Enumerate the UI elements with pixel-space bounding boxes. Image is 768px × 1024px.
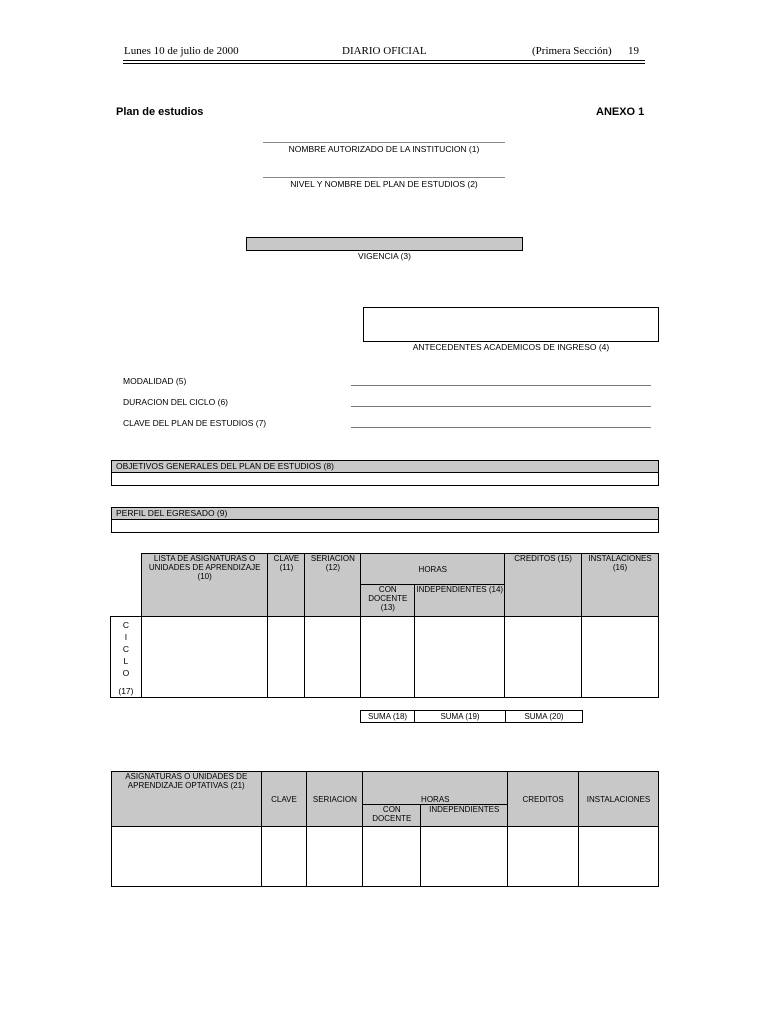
table-cell [421, 827, 508, 887]
annex-label: ANEXO 1 [596, 106, 645, 118]
col-seriation: SERIACION (12) [305, 554, 361, 617]
cycle-letter: C [122, 620, 129, 630]
table-cell [307, 827, 363, 887]
cycle-letter: C [122, 644, 129, 654]
table-cell [261, 827, 307, 887]
sum-credits: SUMA (20) [505, 710, 583, 723]
document-title: Plan de estudios [116, 106, 204, 118]
plan-key-label: CLAVE DEL PLAN DE ESTUDIOS (7) [123, 418, 267, 428]
subjects-table [110, 553, 659, 698]
plan-name-line [263, 177, 505, 178]
col-hours: HORAS [361, 554, 505, 585]
institution-line [263, 142, 505, 143]
profile-label: PERFIL DEL EGRESADO (9) [116, 508, 228, 518]
col-subjects: LISTA DE ASIGNATURAS O UNIDADES DE APRENDIZAJE (10) [141, 554, 268, 617]
institution-caption: NOMBRE AUTORIZADO DE LA INSTITUCION (1) [288, 144, 480, 154]
cycle-number: (17) [118, 686, 134, 696]
sum-independent: SUMA (19) [414, 710, 506, 723]
objectives-field [111, 472, 659, 486]
duration-label: DURACION DEL CICLO (6) [123, 397, 229, 407]
col-facilities: INSTALACIONES (16) [582, 554, 659, 617]
modality-label: MODALIDAD (5) [123, 376, 187, 386]
header-page-number: 19 [628, 45, 639, 57]
table-cell [361, 617, 415, 698]
table-cell [415, 617, 505, 698]
validity-field [246, 237, 523, 251]
validity-caption: VIGENCIA (3) [358, 251, 411, 261]
header-paper-name: DIARIO OFICIAL [342, 45, 427, 57]
objectives-label: OBJETIVOS GENERALES DEL PLAN DE ESTUDIOS (8) [116, 461, 334, 471]
col-seriation: SERIACION [307, 772, 363, 827]
col-independent: INDEPENDIENTES (14) [415, 585, 505, 617]
cycle-letter: L [123, 656, 129, 666]
table-cell [141, 617, 268, 698]
header-date: Lunes 10 de julio de 2000 [124, 45, 239, 57]
antecedents-caption: ANTECEDENTES ACADEMICOS DE INGRESO (4) [412, 342, 610, 352]
antecedents-field [363, 307, 659, 342]
col-credits: CREDITOS (15) [505, 554, 582, 617]
col-key: CLAVE (11) [268, 554, 305, 617]
col-key: CLAVE [261, 772, 307, 827]
col-independent: INDEPENDIENTES [421, 805, 508, 827]
col-with-teacher: CON DOCENTE [363, 805, 421, 827]
header-rule [123, 60, 645, 61]
header-section: (Primera Sección) [532, 45, 612, 57]
col-facilities: INSTALACIONES [579, 772, 659, 827]
col-credits: CREDITOS [508, 772, 579, 827]
cycle-cell [111, 617, 142, 698]
col-optional-subjects: ASIGNATURAS O UNIDADES DE APRENDIZAJE OPTATIVAS (21) [112, 772, 262, 827]
col-hours: HORAS [363, 772, 508, 805]
table-cell [582, 617, 659, 698]
header-rule-thin [123, 63, 645, 64]
cycle-letter: O [122, 668, 130, 678]
modality-line [351, 385, 651, 386]
plan-name-caption: NIVEL Y NOMBRE DEL PLAN DE ESTUDIOS (2) [290, 179, 478, 189]
table-cell [505, 617, 582, 698]
plan-key-line [351, 427, 651, 428]
optional-subjects-table [111, 771, 659, 887]
subjects-table-blank-corner [111, 554, 142, 617]
col-with-teacher: CON DOCENTE (13) [361, 585, 415, 617]
table-cell [579, 827, 659, 887]
table-cell [363, 827, 421, 887]
table-cell [508, 827, 579, 887]
profile-field [111, 519, 659, 533]
duration-line [351, 406, 651, 407]
sum-with-teacher: SUMA (18) [360, 710, 415, 723]
table-cell [112, 827, 262, 887]
table-cell [268, 617, 305, 698]
cycle-letter: I [124, 632, 128, 642]
table-cell [305, 617, 361, 698]
